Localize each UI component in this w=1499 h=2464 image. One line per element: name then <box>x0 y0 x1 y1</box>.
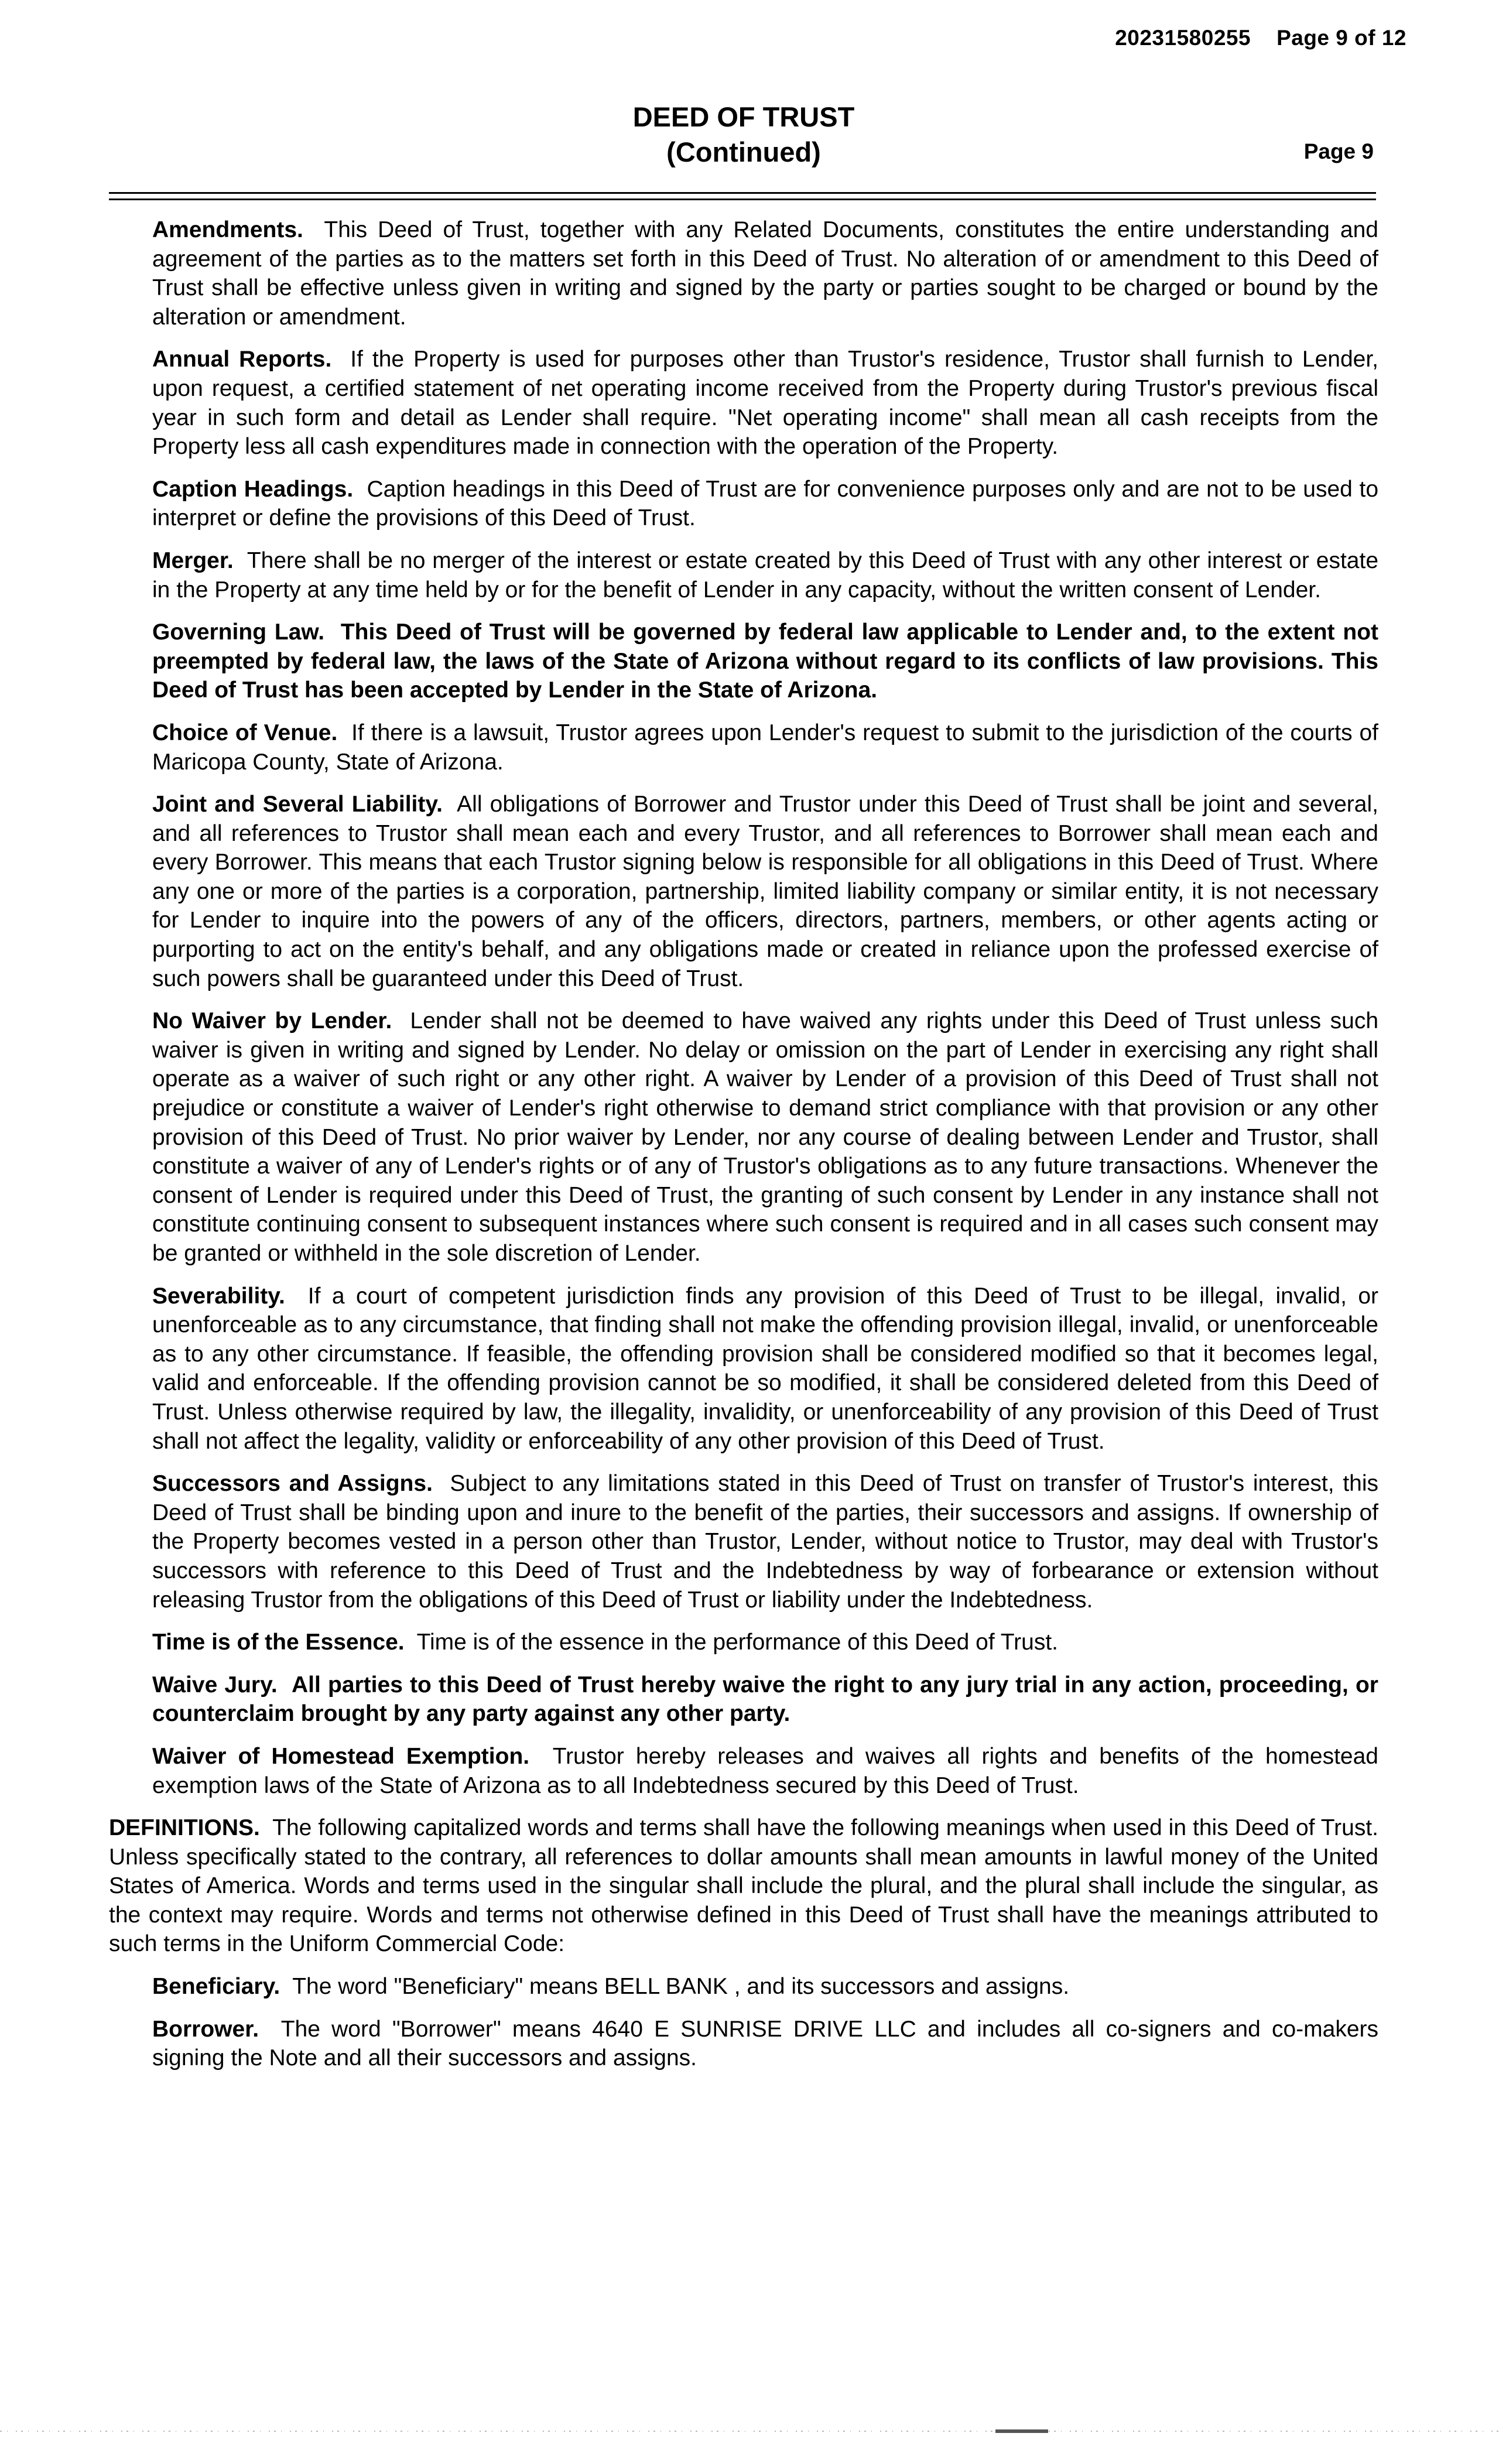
document-title: DEED OF TRUST <box>632 101 855 132</box>
section-heading: Amendments. <box>152 217 303 242</box>
scan-artifact-line <box>0 2429 1499 2434</box>
section-heading: Time is of the Essence. <box>152 1630 405 1655</box>
section-text: If a court of competent jurisdiction finds any provision of this Deed of Trust to be illegal, invalid, or unenforceable as to any circumstance, that finding shall not make the offending provision illegal, invalid, or unenforceable as to any other circumstance. If feasible, the offending provision shall be considered modified so that it becomes legal, valid and enforceable. If the offending provision cannot be so modified, it shall be considered deleted from this Deed of Trust. Unless otherwise required by law, the illegality, invalidity, or unenforceability of any provision of this Deed of Trust shall not affect the legality, validity or enforceability of any other provision of this Deed of Trust. <box>152 1283 1379 1454</box>
document-body <box>109 215 1378 2086</box>
section-text: If the Property is used for purposes other than Trustor's residence, Trustor shall furnish to Lender, upon request, a certified statement of net operating income received from the Property during Trustor's previous fiscal year in such form and detail as Lender shall require. "Net operating income" shall mean all cash receipts from the Property less all cash expenditures made in connection with the operation of the Property. <box>152 347 1379 460</box>
section-heading: No Waiver by Lender. <box>152 1008 392 1034</box>
section-heading: Waiver of Homestead Exemption. <box>152 1743 530 1769</box>
section-governing-law <box>109 618 1378 705</box>
section-heading: Successors and Assigns. <box>152 1471 433 1497</box>
section-text: This Deed of Trust, together with any Related Documents, constitutes the entire understanding and agreement of the parties as to the matters set forth in this Deed of Trust. No alteration of or amendment to this Deed of Trust shall be effective unless given in writing and signed by the party or parties sought to be charged or bound by the alteration or amendment. <box>152 217 1378 330</box>
section-text: All parties to this Deed of Trust hereby waive the right to any jury trial in any action, proceeding, or counterclaim brought by any party against any other party. <box>152 1672 1378 1727</box>
section-heading: Beneficiary. <box>152 1974 280 2000</box>
section-text: If there is a lawsuit, Trustor agrees upon Lender's request to submit to the jurisdiction of the courts of Maricopa County, State of Arizona. <box>152 720 1378 775</box>
section-heading: Merger. <box>152 547 234 573</box>
document-subtitle: (Continued) <box>666 136 821 167</box>
section-time-essence <box>109 1628 1378 1657</box>
section-heading: Severability. <box>152 1283 285 1309</box>
section-heading: Borrower. <box>152 2016 259 2042</box>
recording-number-header <box>1115 26 1406 50</box>
section-heading: Caption Headings. <box>152 476 354 502</box>
section-text: Lender shall not be deemed to have waived any rights under this Deed of Trust unless such waiver is given in writing and signed by Lender. No delay or omission on the part of Lender in exercising any right shall operate as a waiver of such right or any other right. A waiver by Lender of a provision of this Deed of Trust shall not prejudice or constitute a waiver of Lender's right otherwise to demand strict compliance with that provision or any other provision of this Deed of Trust. No prior waiver by Lender, nor any course of dealing between Lender and Trustor, shall constitute a waiver of any of Lender's rights or of any of Trustor's obligations as to any future transactions. Whenever the consent of Lender is required under this Deed of Trust, the granting of such consent by Lender in any instance shall not constitute continuing consent to subsequent instances where such consent is required and in all cases such consent may be granted or withheld in the sole discretion of Lender. <box>152 1008 1379 1266</box>
section-text: All obligations of Borrower and Trustor under this Deed of Trust shall be joint and several, and all references to Trustor shall mean each and every Trustor, and all references to Borrower shall mean each and every Borrower. This means that each Trustor signing below is responsible for all obligations in this Deed of Trust. Where any one or more of the parties is a corporation, partnership, limited liability company or similar entity, it is not necessary for Lender to inquire into the powers of any of the officers, directors, partners, members, or other agents acting or purporting to act on the entity's behalf, and any obligations made or created in reliance upon the professed exercise of such powers shall be guaranteed under this Deed of Trust. <box>152 792 1378 991</box>
section-successors-assigns <box>109 1469 1378 1614</box>
section-heading: Governing Law. <box>152 620 325 645</box>
section-text: Caption headings in this Deed of Trust are for convenience purposes only and are not to be used to interpret or define the provisions of this Deed of Trust. <box>152 476 1379 531</box>
section-choice-of-venue <box>109 718 1378 776</box>
section-severability <box>109 1282 1378 1456</box>
page-of-count: Page 9 of 12 <box>1276 26 1406 50</box>
section-caption-headings <box>109 475 1378 533</box>
section-text: This Deed of Trust will be governed by federal law applicable to Lender and, to the extent not preempted by federal law, the laws of the State of Arizona without regard to its conflicts of law provisions. This Deed of Trust has been accepted by Lender in the State of Arizona. <box>152 620 1378 703</box>
header-rule-bottom <box>109 199 1376 200</box>
definition-beneficiary <box>109 1972 1378 2001</box>
section-heading: Joint and Several Liability. <box>152 792 443 817</box>
section-merger <box>109 546 1378 604</box>
section-heading: Choice of Venue. <box>152 720 338 745</box>
section-no-waiver <box>109 1007 1378 1268</box>
section-homestead-exemption <box>109 1742 1378 1800</box>
document-id: 20231580255 <box>1115 26 1251 50</box>
section-annual-reports <box>109 345 1378 461</box>
section-text: There shall be no merger of the interest or estate created by this Deed of Trust with any other interest or estate in the Property at any time held by or for the benefit of Lender in any capacity, without the written consent of Lender. <box>152 547 1379 603</box>
document-title-block <box>0 100 1487 170</box>
section-text: The word "Borrower" means 4640 E SUNRISE DRIVE LLC and includes all co-signers and co-makers signing the Note and all their successors and assigns. <box>152 2016 1379 2071</box>
section-amendments <box>109 215 1378 331</box>
section-definitions <box>109 1813 1378 1959</box>
definition-borrower <box>109 2015 1378 2073</box>
section-text: The word "Beneficiary" means BELL BANK , and its successors and assigns. <box>292 1974 1070 2000</box>
header-rule-top <box>109 192 1376 194</box>
section-heading: DEFINITIONS. <box>109 1815 260 1841</box>
section-text: Subject to any limitations stated in this Deed of Trust on transfer of Trustor's interest, this Deed of Trust shall be binding upon and inure to the benefit of the parties, their successors and assigns. If ownership of the Property becomes vested in a person other than Trustor, Lender, without notice to Trustor, may deal with Trustor's successors with reference to this Deed of Trust and the Indebtedness by way of forbearance or extension without releasing Trustor from the obligations of this Deed of Trust or liability under the Indebtedness. <box>152 1471 1379 1613</box>
section-text: The following capitalized words and terms shall have the following meanings when used in this Deed of Trust. Unless specifically stated to the contrary, all references to dollar amounts shall mean amounts in lawful money of the United States of America. Words and terms used in the singular shall include the plural, and the plural shall include the singular, as the context may require. Words and terms not otherwise defined in this Deed of Trust shall have the meanings attributed to such terms in the Uniform Commercial Code: <box>109 1815 1379 1957</box>
section-text: Time is of the essence in the performance of this Deed of Trust. <box>416 1630 1059 1655</box>
section-joint-several-liability <box>109 790 1378 993</box>
section-heading: Annual Reports. <box>152 347 332 372</box>
section-waive-jury <box>109 1671 1378 1729</box>
section-text: Trustor hereby releases and waives all rights and benefits of the homestead exemption laws of the State of Arizona as to all Indebtedness secured by this Deed of Trust. <box>152 1743 1378 1798</box>
page-label: Page 9 <box>1303 139 1374 163</box>
section-heading: Waive Jury. <box>152 1672 278 1698</box>
